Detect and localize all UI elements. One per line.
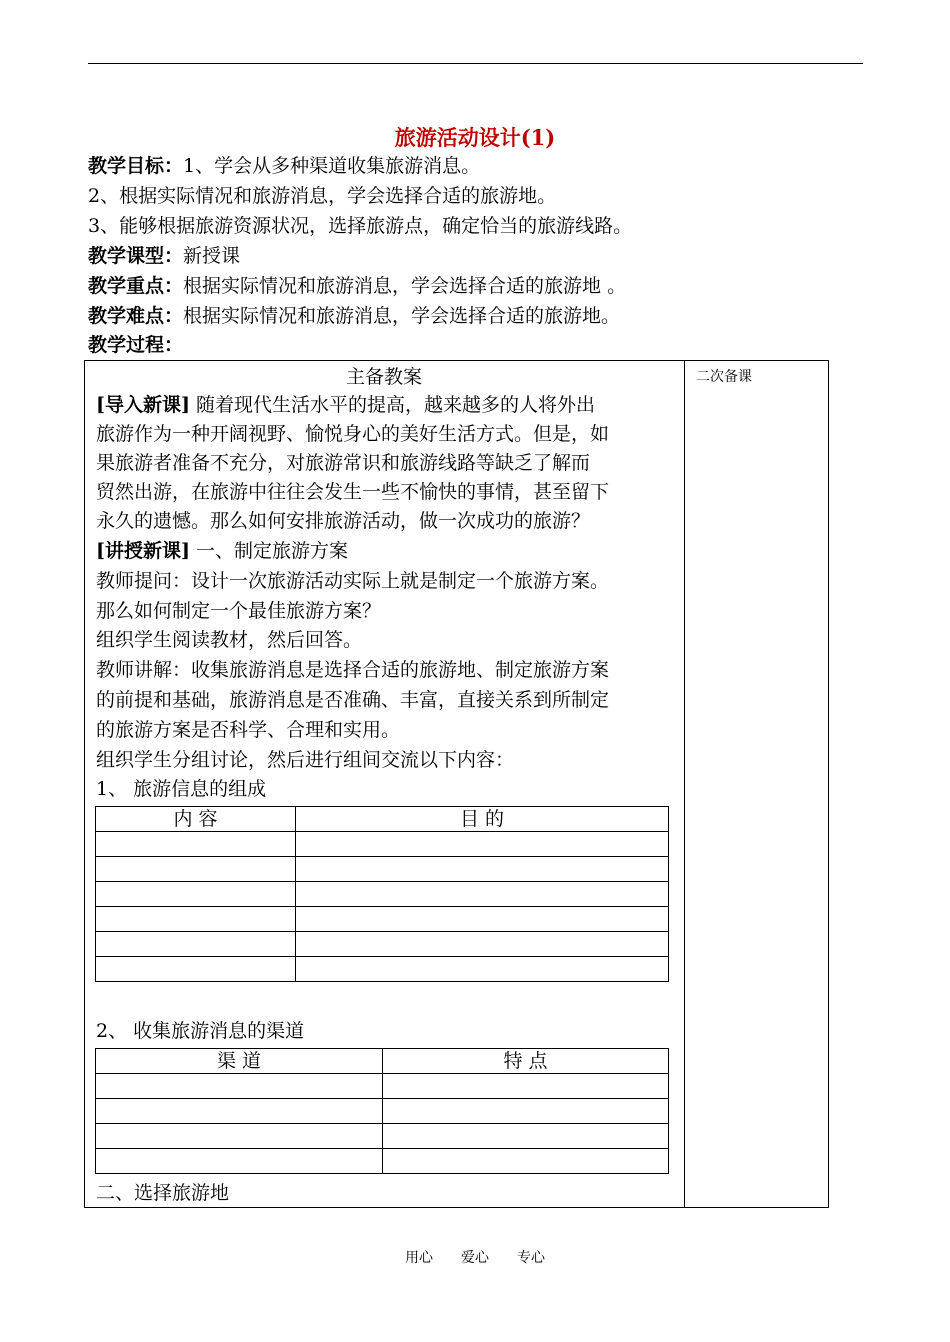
lecture-heading: 一、制定旅游方案	[189, 540, 349, 562]
lecture-line-1: 教师提问：设计一次旅游活动实际上就是制定一个旅游方案。	[96, 570, 610, 592]
intro-line-2: 旅游作为一种开阔视野、愉悦身心的美好生活方式。但是，如	[96, 423, 610, 445]
table-row	[96, 1124, 669, 1149]
difficulty-value: 根据实际情况和旅游消息，学会选择合适的旅游地。	[183, 305, 621, 327]
key-point-value: 根据实际情况和旅游消息，学会选择合适的旅游地 。	[183, 275, 627, 297]
table-row	[96, 957, 669, 982]
table-row	[96, 932, 669, 957]
key-point-line: 教学重点：根据实际情况和旅游消息，学会选择合适的旅游地 。	[88, 275, 627, 297]
table-cell[interactable]	[96, 1074, 383, 1099]
table-row	[96, 857, 669, 882]
table-cell[interactable]	[383, 1099, 669, 1124]
table-cell[interactable]	[96, 932, 296, 957]
table-cell[interactable]	[383, 1124, 669, 1149]
lecture-line-2: 那么如何制定一个最佳旅游方案？	[96, 600, 382, 622]
lecture-line-4: 教师讲解：收集旅游消息是选择合适的旅游地、制定旅游方案	[96, 659, 610, 681]
page-footer	[0, 1247, 950, 1267]
table-header-cell: 目 的	[296, 807, 669, 832]
secondary-plan-header: 二次备课	[696, 369, 752, 385]
intro-tag: [导入新课]	[96, 394, 190, 416]
section2-heading: 二、选择旅游地	[96, 1182, 230, 1204]
table-cell[interactable]	[383, 1074, 669, 1099]
table-cell[interactable]	[296, 857, 669, 882]
lecture-line-3: 组织学生阅读教材，然后回答。	[96, 629, 363, 651]
process-label: 教学过程：	[88, 334, 184, 356]
table-row	[96, 1074, 669, 1099]
table-row	[96, 1149, 669, 1174]
table-cell[interactable]	[296, 932, 669, 957]
lesson-type-line: 教学课型：新授课	[88, 245, 241, 267]
objective-2: 2、根据实际情况和旅游消息，学会选择合适的旅游地。	[88, 185, 557, 207]
table-cell[interactable]	[96, 1149, 383, 1174]
table-cell[interactable]	[96, 907, 296, 932]
intro-line-5: 永久的遗憾。那么如何安排旅游活动，做一次成功的旅游？	[96, 510, 591, 532]
intro-line-1: [导入新课] 随着现代生活水平的提高，越来越多的人将外出	[96, 394, 596, 416]
table-row	[96, 832, 669, 857]
table-header-cell: 内 容	[96, 807, 296, 832]
objective-1: 1、学会从多种渠道收集旅游消息。	[183, 155, 481, 177]
intro-line-3: 果旅游者准备不充分，对旅游常识和旅游线路等缺乏了解而	[96, 452, 591, 474]
lecture-line-7: 组织学生分组讨论，然后进行组间交流以下内容：	[96, 749, 515, 771]
table-cell[interactable]	[296, 907, 669, 932]
objectives-label: 教学目标	[88, 155, 165, 177]
footer-item: 爱心	[461, 1250, 489, 1266]
main-plan-header: 主备教案	[345, 366, 422, 388]
table-cell[interactable]	[296, 832, 669, 857]
info-channels-table	[95, 1048, 669, 1174]
table-row	[96, 1099, 669, 1124]
table-cell[interactable]	[96, 832, 296, 857]
lecture-tag: [讲授新课]	[96, 540, 190, 562]
page-title: 旅游活动设计(1)	[394, 125, 556, 150]
lecture-line-6: 的旅游方案是否科学、合理和实用。	[96, 719, 401, 741]
lesson-type-value: 新授课	[183, 245, 241, 267]
table-header-row	[96, 1049, 669, 1074]
intro-line-4: 贸然出游，在旅游中往往会发生一些不愉快的事情，甚至留下	[96, 481, 610, 503]
table-cell[interactable]	[383, 1149, 669, 1174]
table-header-cell: 渠 道	[96, 1049, 383, 1074]
lecture-heading-line	[96, 537, 348, 566]
table-row	[96, 907, 669, 932]
table2-caption: 2、 收集旅游消息的渠道	[96, 1020, 305, 1042]
table-cell[interactable]	[96, 882, 296, 907]
footer-item: 专心	[517, 1250, 545, 1266]
table-row	[96, 882, 669, 907]
objectives-line-1: 教学目标：1、学会从多种渠道收集旅游消息。	[88, 155, 481, 177]
key-point-label: 教学重点	[88, 275, 165, 297]
lesson-type-label: 教学课型	[88, 245, 165, 267]
lecture-line-5: 的前提和基础，旅游消息是否准确、丰富，直接关系到所制定	[96, 689, 610, 711]
objective-3: 3、能够根据旅游资源状况，选择旅游点，确定恰当的旅游线路。	[88, 215, 633, 237]
difficulty-line: 教学难点：根据实际情况和旅游消息，学会选择合适的旅游地。	[88, 305, 621, 327]
table-cell[interactable]	[296, 957, 669, 982]
table-cell[interactable]	[96, 1124, 383, 1149]
header-rule	[88, 63, 863, 64]
table-cell[interactable]	[296, 882, 669, 907]
table-header-row	[96, 807, 669, 832]
travel-info-table	[95, 806, 669, 982]
table-cell[interactable]	[96, 957, 296, 982]
table1-caption: 1、 旅游信息的组成	[96, 778, 267, 800]
table-cell[interactable]	[96, 857, 296, 882]
difficulty-label: 教学难点	[88, 305, 165, 327]
table-cell[interactable]	[96, 1099, 383, 1124]
table-header-cell: 特 点	[383, 1049, 669, 1074]
column-divider	[684, 360, 685, 1208]
footer-item: 用心	[405, 1250, 433, 1266]
